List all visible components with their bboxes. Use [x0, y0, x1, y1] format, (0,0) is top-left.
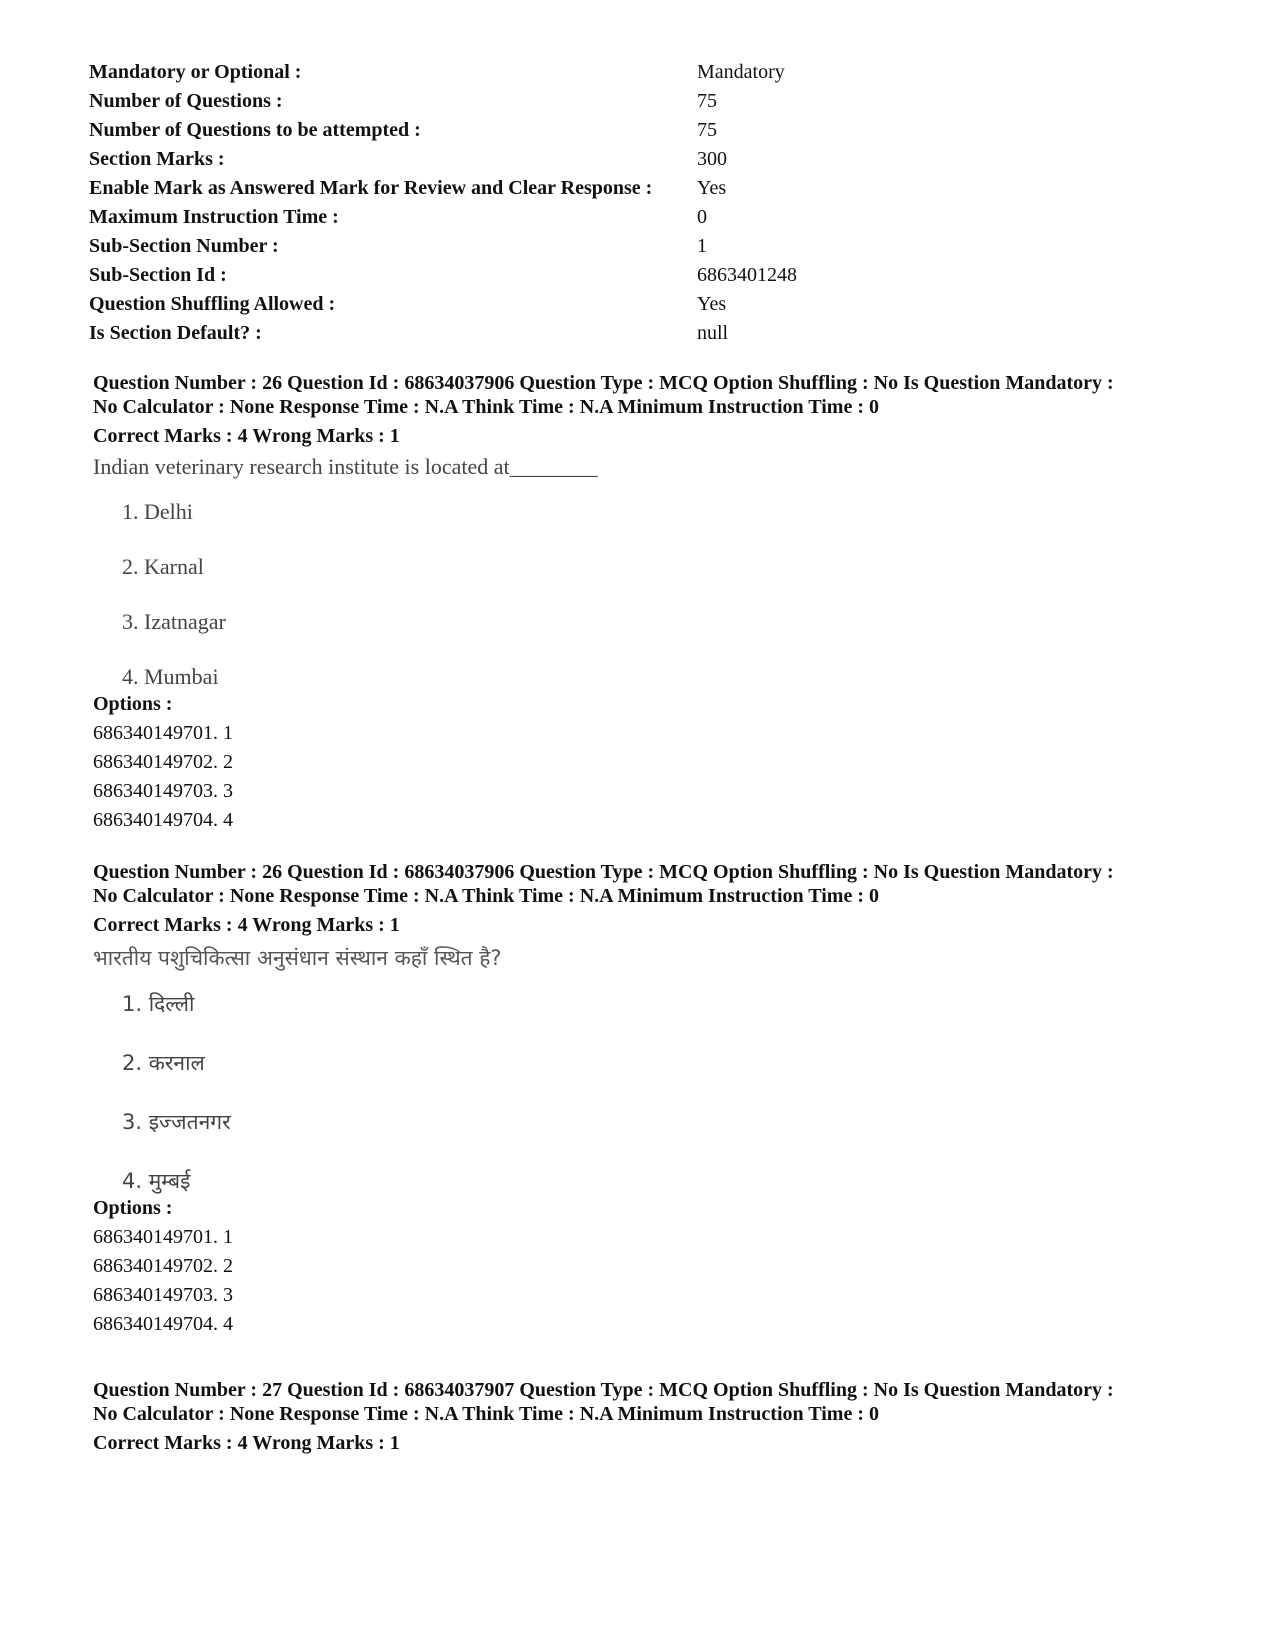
question-text: Indian veterinary research institute is located at________ — [93, 454, 598, 479]
info-key: Maximum Instruction Time : — [89, 206, 339, 228]
option-id: 686340149703. 3 — [93, 780, 233, 802]
options-heading: Options : — [93, 693, 173, 715]
info-key: Number of Questions : — [89, 90, 283, 112]
answer-choice: 4. मुम्बई — [122, 1169, 191, 1193]
info-value: null — [697, 322, 729, 344]
info-value: 6863401248 — [697, 264, 797, 286]
question-header-line2: No Calculator : None Response Time : N.A Think Time : N.A Minimum Instruction Time : 0 — [93, 885, 879, 907]
question-header-line1: Question Number : 27 Question Id : 68634037907 Question Type : MCQ Option Shuffling : No Is Question Mandatory : — [93, 1379, 1114, 1401]
answer-choice: 2. करनाल — [122, 1051, 205, 1075]
info-row — [89, 290, 1089, 319]
info-row — [89, 261, 1089, 290]
options-heading: Options : — [93, 1197, 173, 1219]
info-key: Sub-Section Id : — [89, 264, 227, 286]
info-row — [89, 174, 1089, 203]
question-header-line1: Question Number : 26 Question Id : 68634037906 Question Type : MCQ Option Shuffling : No Is Question Mandatory : — [93, 372, 1114, 394]
info-row — [89, 203, 1089, 232]
question-marks: Correct Marks : 4 Wrong Marks : 1 — [93, 1432, 400, 1454]
info-key: Section Marks : — [89, 148, 225, 170]
info-key: Enable Mark as Answered Mark for Review and Clear Response : — [89, 177, 653, 199]
info-key: Number of Questions to be attempted : — [89, 119, 421, 141]
info-value: Yes — [697, 293, 727, 315]
info-key: Question Shuffling Allowed : — [89, 293, 336, 315]
info-row — [89, 319, 1089, 348]
question-block — [93, 371, 1243, 835]
question-header-line1: Question Number : 26 Question Id : 68634037906 Question Type : MCQ Option Shuffling : No Is Question Mandatory : — [93, 861, 1114, 883]
option-id: 686340149701. 1 — [93, 722, 233, 744]
info-value: 1 — [697, 235, 707, 257]
answer-choice: 1. दिल्ली — [122, 992, 195, 1016]
info-key: Is Section Default? : — [89, 322, 262, 344]
option-id: 686340149704. 4 — [93, 1313, 233, 1335]
option-id: 686340149703. 3 — [93, 1284, 233, 1306]
question-block — [93, 860, 1243, 1339]
info-row — [89, 58, 1089, 87]
info-row — [89, 116, 1089, 145]
option-id: 686340149702. 2 — [93, 751, 233, 773]
answer-choice: 3. इज्जतनगर — [122, 1110, 231, 1134]
question-marks: Correct Marks : 4 Wrong Marks : 1 — [93, 425, 400, 447]
option-id: 686340149701. 1 — [93, 1226, 233, 1248]
info-value: 75 — [697, 119, 717, 141]
question-header-line2: No Calculator : None Response Time : N.A Think Time : N.A Minimum Instruction Time : 0 — [93, 1403, 879, 1425]
info-row — [89, 87, 1089, 116]
section-info-table — [89, 58, 1089, 348]
option-id: 686340149704. 4 — [93, 809, 233, 831]
answer-choice: 1. Delhi — [122, 499, 193, 524]
question-block — [93, 1378, 1243, 1458]
info-value: Yes — [697, 177, 727, 199]
question-marks: Correct Marks : 4 Wrong Marks : 1 — [93, 914, 400, 936]
info-row — [89, 145, 1089, 174]
info-row — [89, 232, 1089, 261]
info-key: Sub-Section Number : — [89, 235, 279, 257]
answer-choice: 4. Mumbai — [122, 664, 219, 689]
info-value: 0 — [697, 206, 707, 228]
question-header-line2: No Calculator : None Response Time : N.A Think Time : N.A Minimum Instruction Time : 0 — [93, 396, 879, 418]
answer-choice: 2. Karnal — [122, 554, 204, 579]
option-id: 686340149702. 2 — [93, 1255, 233, 1277]
info-value: Mandatory — [697, 61, 785, 83]
answer-choices — [93, 987, 1243, 1194]
info-value: 75 — [697, 90, 717, 112]
question-text: भारतीय पशुचिकित्सा अनुसंधान संस्थान कहाँ स्थित है? — [93, 946, 502, 970]
info-value: 300 — [697, 148, 727, 170]
info-key: Mandatory or Optional : — [89, 61, 302, 83]
answer-choice: 3. Izatnagar — [122, 609, 226, 634]
answer-choices — [93, 495, 1243, 690]
